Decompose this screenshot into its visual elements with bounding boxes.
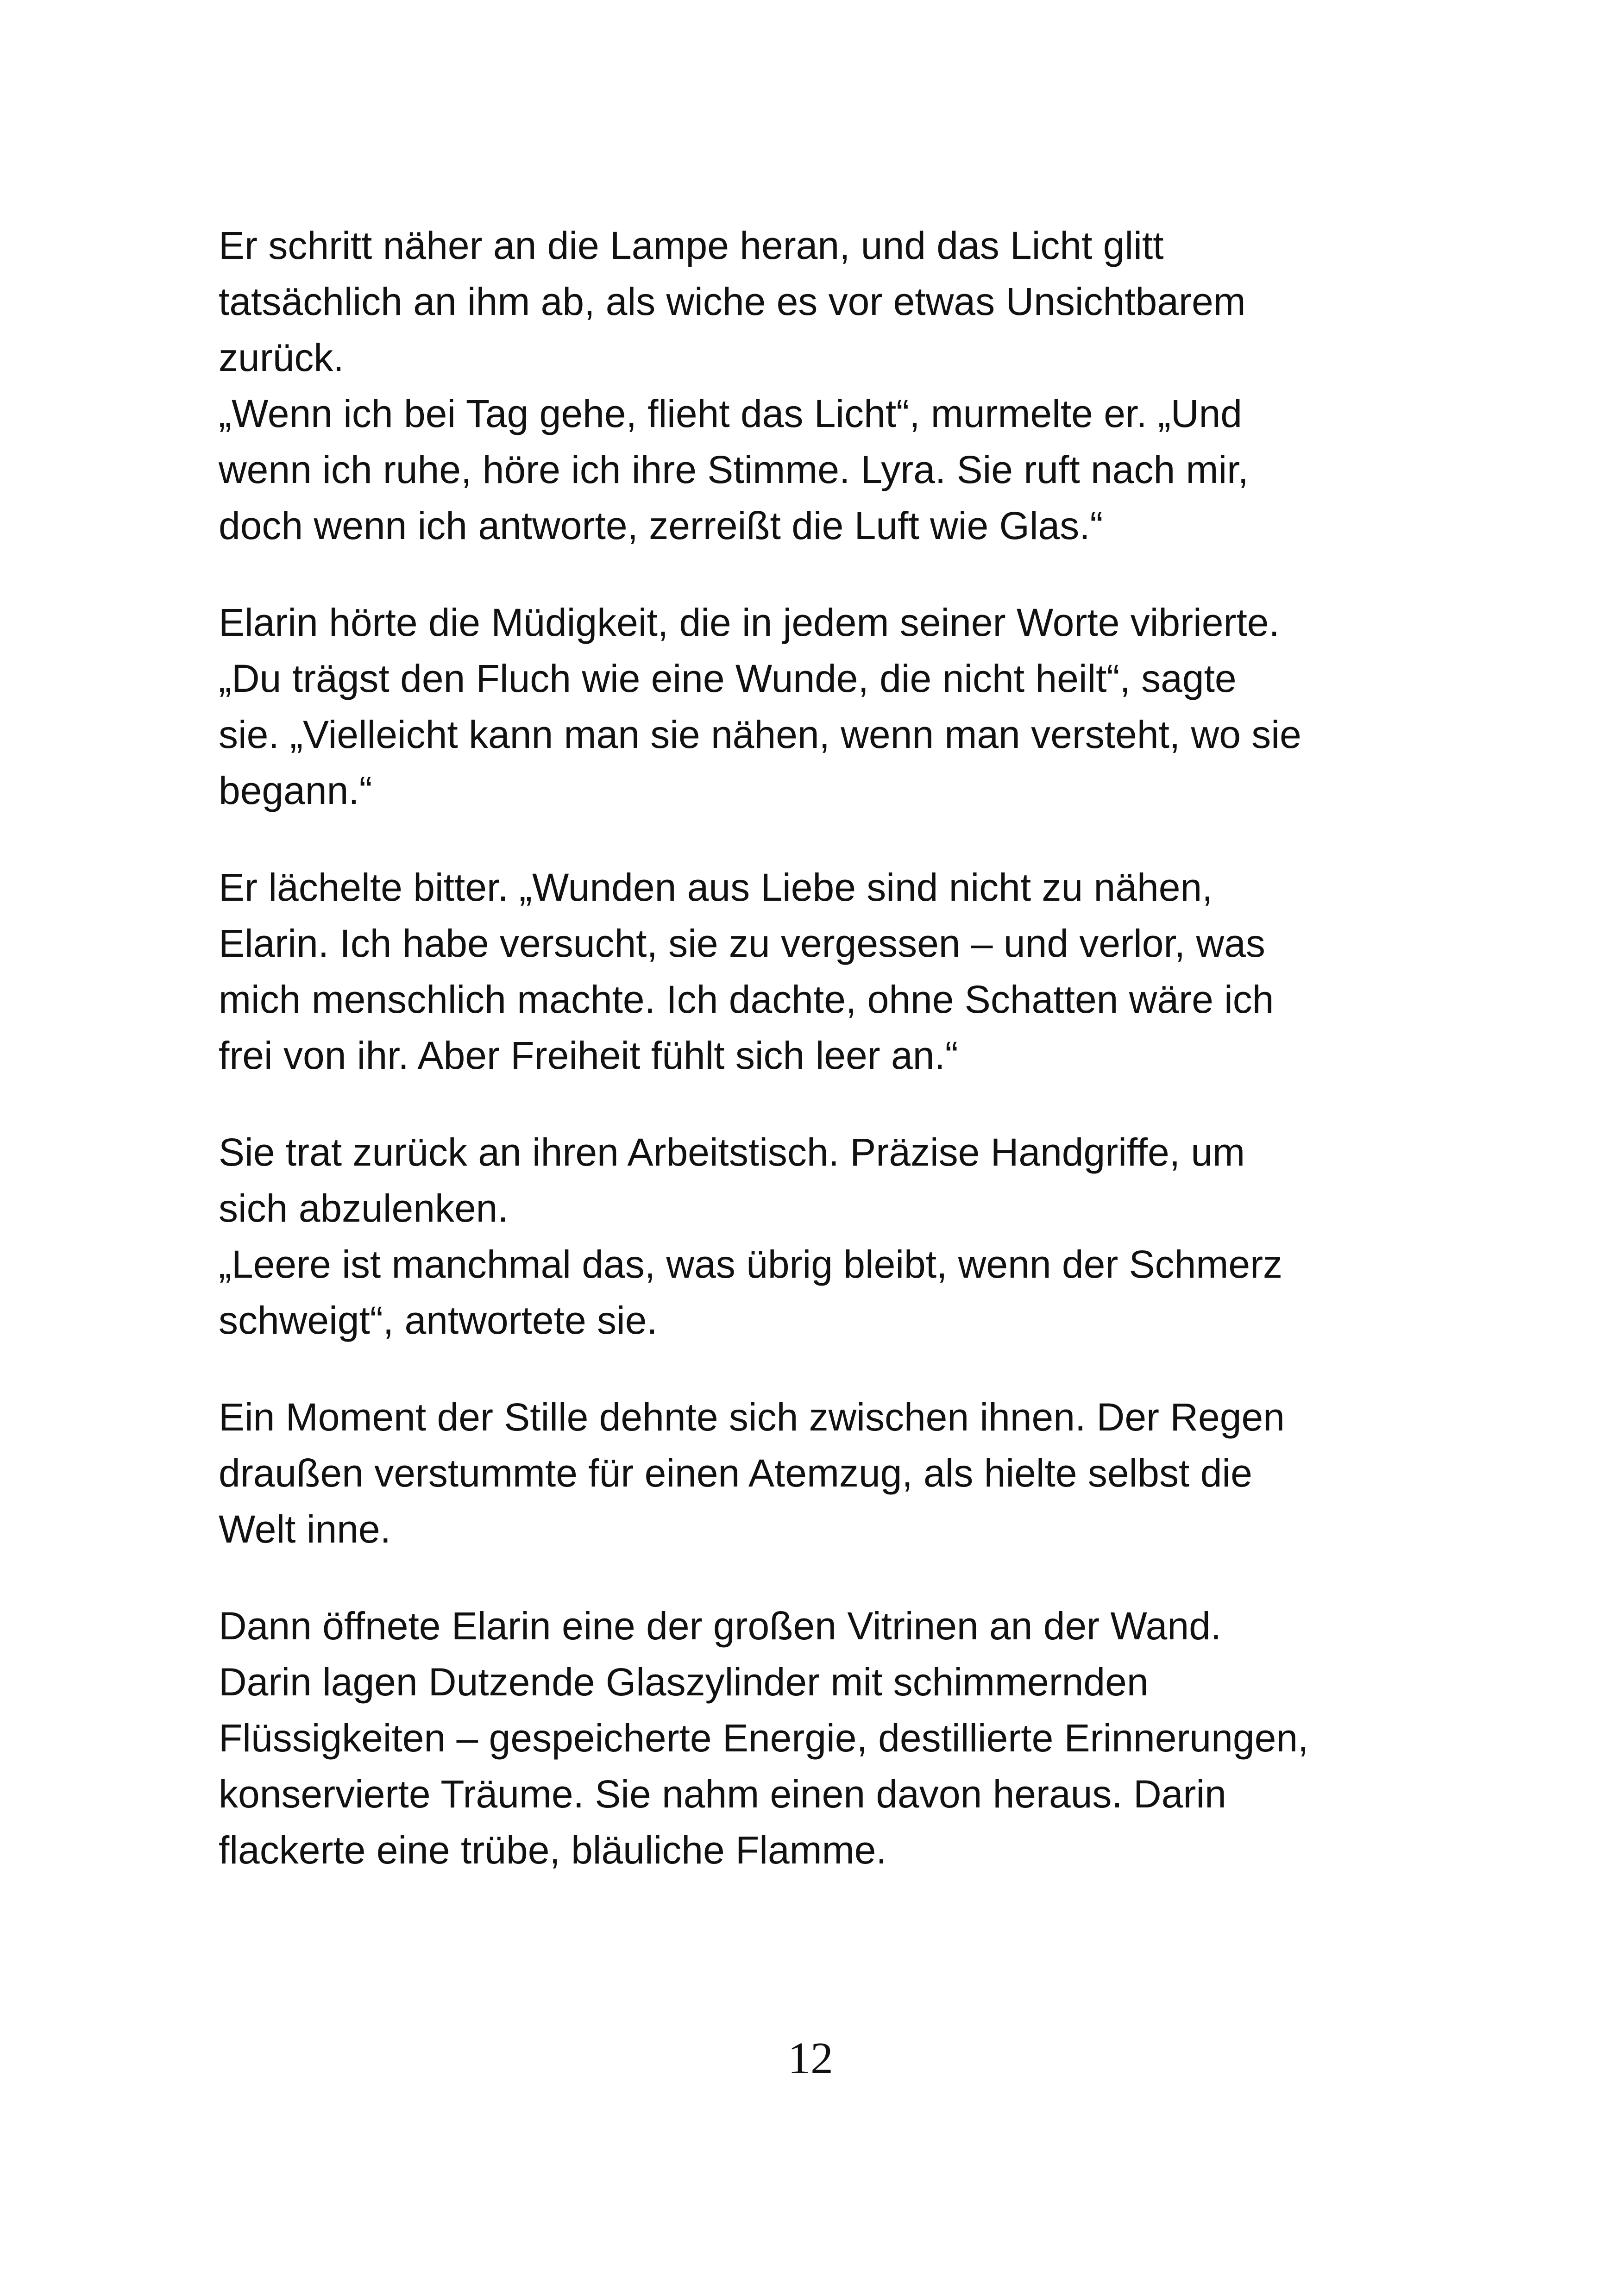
text-line: frei von ihr. Aber Freiheit fühlt sich leer an.“	[219, 1034, 958, 1077]
text-line: Er lächelte bitter. „Wunden aus Liebe sind nicht zu nähen,	[219, 866, 1213, 909]
text-line: „Du trägst den Fluch wie eine Wunde, die nicht heilt“, sagte	[219, 657, 1237, 700]
text-line: konservierte Träume. Sie nahm einen davon heraus. Darin	[219, 1772, 1226, 1816]
paragraph-5	[219, 1389, 1441, 1557]
text-line: sie. „Vielleicht kann man sie nähen, wenn man versteht, wo sie	[219, 713, 1301, 756]
text-line: begann.“	[219, 769, 372, 812]
text-line: tatsächlich an ihm ab, als wiche es vor etwas Unsichtbarem	[219, 280, 1246, 323]
text-line: mich menschlich machte. Ich dachte, ohne Schatten wäre ich	[219, 978, 1274, 1021]
text-line: Elarin hörte die Müdigkeit, die in jedem seiner Worte vibrierte.	[219, 601, 1280, 644]
text-line: draußen verstummte für einen Atemzug, als hielte selbst die	[219, 1451, 1252, 1495]
text-line: zurück.	[219, 336, 344, 379]
text-line: Er schritt näher an die Lampe heran, und das Licht glitt	[219, 224, 1164, 267]
text-line: Sie trat zurück an ihren Arbeitstisch. Präzise Handgriffe, um	[219, 1130, 1245, 1174]
body-text	[219, 218, 1441, 1919]
page-number: 12	[788, 2033, 833, 2083]
text-line: „Wenn ich bei Tag gehe, flieht das Licht“, murmelte er. „Und	[219, 392, 1243, 435]
text-line: Welt inne.	[219, 1507, 391, 1551]
text-line: schweigt“, antwortete sie.	[219, 1299, 658, 1342]
text-line: Ein Moment der Stille dehnte sich zwischen ihnen. Der Regen	[219, 1395, 1285, 1439]
paragraph-6	[219, 1598, 1441, 1878]
text-line: wenn ich ruhe, höre ich ihre Stimme. Lyra. Sie ruft nach mir,	[219, 448, 1249, 491]
paragraph-4	[219, 1124, 1441, 1349]
text-line: sich abzulenken.	[219, 1186, 509, 1230]
text-line: Dann öffnete Elarin eine der großen Vitrinen an der Wand.	[219, 1604, 1222, 1648]
text-line: doch wenn ich antworte, zerreißt die Luft wie Glas.“	[219, 504, 1103, 547]
text-line: Elarin. Ich habe versucht, sie zu vergessen – und verlor, was	[219, 922, 1265, 965]
paragraph-2	[219, 595, 1441, 819]
paragraph-1	[219, 218, 1441, 554]
text-line: Darin lagen Dutzende Glaszylinder mit schimmernden	[219, 1660, 1149, 1704]
text-line: Flüssigkeiten – gespeicherte Energie, destillierte Erinnerungen,	[219, 1716, 1309, 1760]
text-line: flackerte eine trübe, bläuliche Flamme.	[219, 1828, 887, 1872]
text-line: „Leere ist manchmal das, was übrig bleibt, wenn der Schmerz	[219, 1242, 1283, 1286]
paragraph-3	[219, 859, 1441, 1084]
